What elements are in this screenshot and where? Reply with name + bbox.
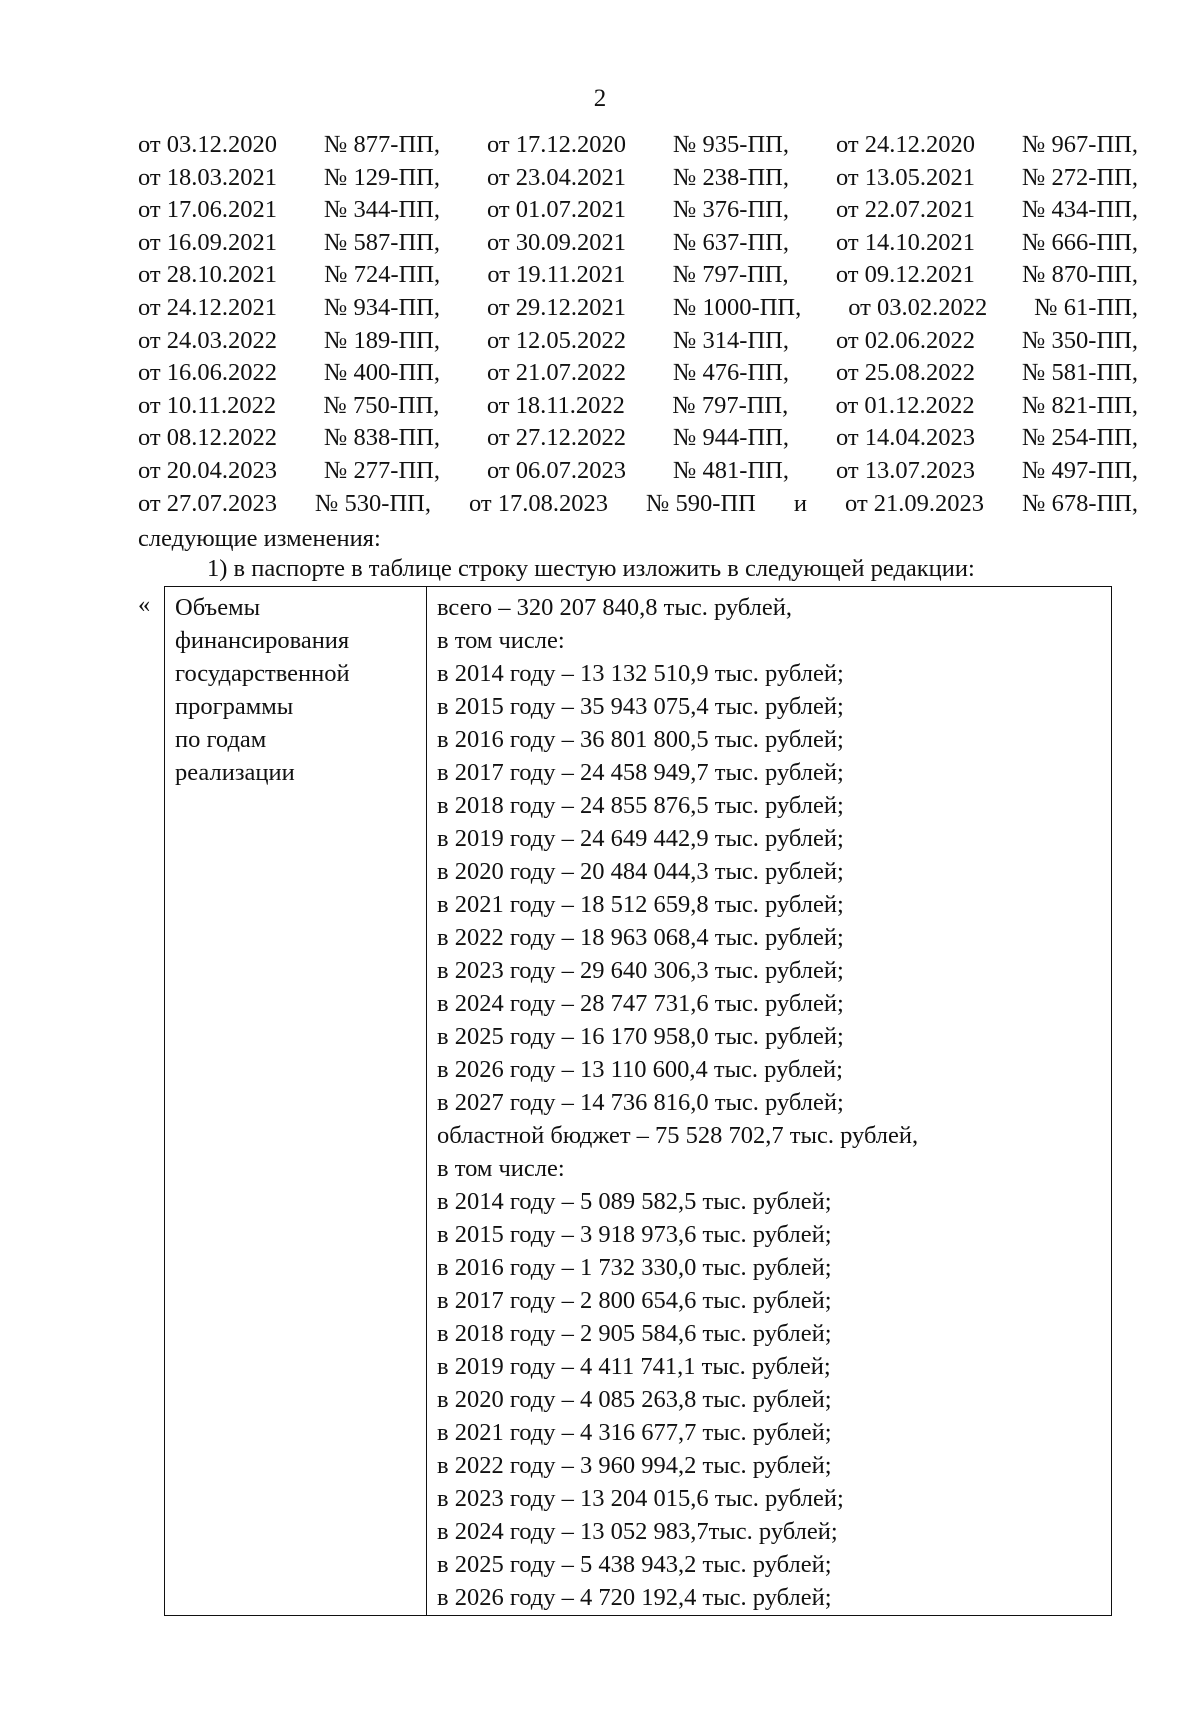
funding-line: в 2023 году – 13 204 015,6 тыс. рублей; xyxy=(437,1485,844,1512)
ref-date: от 18.11.2022 xyxy=(486,391,625,419)
reference-line xyxy=(138,325,1138,358)
resolution-references xyxy=(138,129,1138,520)
ref-date: от 25.08.2022 xyxy=(836,359,976,387)
ref-number: № 666-ПП, xyxy=(1022,228,1138,256)
ref-number: № 497-ПП, xyxy=(1022,456,1138,484)
reference-line xyxy=(138,422,1138,455)
ref-number: № 254-ПП, xyxy=(1022,424,1138,452)
funding-line: в 2018 году – 2 905 584,6 тыс. рублей; xyxy=(437,1320,832,1347)
reference-line xyxy=(138,488,1138,521)
funding-line: в 2016 году – 36 801 800,5 тыс. рублей; xyxy=(437,726,844,753)
ref-number: № 750-ПП, xyxy=(323,391,440,419)
ref-date: от 23.04.2021 xyxy=(487,163,627,191)
ref-date: от 16.06.2022 xyxy=(138,359,278,387)
funding-line: в 2020 году – 4 085 263,8 тыс. рублей; xyxy=(437,1386,832,1413)
funding-line: в 2022 году – 18 963 068,4 тыс. рублей; xyxy=(437,924,844,951)
ref-date: от 10.11.2022 xyxy=(138,391,277,419)
funding-line: в 2021 году – 18 512 659,8 тыс. рублей; xyxy=(437,891,844,918)
funding-line: в 2026 году – 4 720 192,4 тыс. рублей; xyxy=(437,1584,832,1611)
reference-line xyxy=(138,259,1138,292)
passport-table-row xyxy=(164,586,1112,1616)
funding-line: в 2021 году – 4 316 677,7 тыс. рублей; xyxy=(437,1419,832,1446)
reference-line xyxy=(138,194,1138,227)
ref-number: № 838-ПП, xyxy=(324,424,440,452)
ref-date: от 28.10.2021 xyxy=(138,261,278,289)
funding-line: в 2025 году – 5 438 943,2 тыс. рублей; xyxy=(437,1551,832,1578)
ref-date: от 24.12.2021 xyxy=(138,293,278,321)
reference-line xyxy=(138,162,1138,195)
ref-number: № 350-ПП, xyxy=(1022,326,1138,354)
ref-number: № 476-ПП, xyxy=(673,359,789,387)
ref-number: № 724-ПП, xyxy=(324,261,441,289)
reference-line xyxy=(138,129,1138,162)
ref-conjunction: и xyxy=(793,489,807,517)
ref-date: от 01.12.2022 xyxy=(835,391,975,419)
label-line: государственной xyxy=(175,660,350,687)
column-divider xyxy=(426,587,427,1615)
ref-date: от 17.12.2020 xyxy=(487,131,627,158)
ref-date: от 14.04.2023 xyxy=(836,424,976,452)
ref-date: от 13.07.2023 xyxy=(836,456,976,484)
funding-line: в 2017 году – 24 458 949,7 тыс. рублей; xyxy=(437,759,844,786)
closing-line: следующие изменения: xyxy=(138,525,381,552)
ref-date: от 19.11.2021 xyxy=(487,261,626,289)
ref-number: № 587-ПП, xyxy=(324,228,440,256)
ref-date: от 16.09.2021 xyxy=(138,228,278,256)
ref-number: № 944-ПП, xyxy=(673,424,789,452)
ref-number: № 935-ПП, xyxy=(673,131,789,158)
ref-number: № 870-ПП, xyxy=(1022,261,1138,289)
ref-number: № 590-ПП xyxy=(646,489,756,517)
funding-line: в 2015 году – 35 943 075,4 тыс. рублей; xyxy=(437,693,844,720)
ref-number: № 189-ПП, xyxy=(324,326,440,354)
funding-label-cell xyxy=(175,591,420,789)
ref-date: от 24.12.2020 xyxy=(836,131,976,158)
ref-number: № 821-ПП, xyxy=(1022,391,1138,419)
ref-date: от 01.07.2021 xyxy=(487,196,627,224)
ref-date: от 17.08.2023 xyxy=(469,489,609,517)
ref-number: № 481-ПП, xyxy=(673,456,789,484)
reference-line xyxy=(138,292,1138,325)
funding-line: в 2023 году – 29 640 306,3 тыс. рублей; xyxy=(437,957,844,984)
ref-number: № 934-ПП, xyxy=(324,293,440,321)
ref-number: № 129-ПП, xyxy=(324,163,440,191)
ref-number: № 277-ПП, xyxy=(324,456,440,484)
label-line: программы xyxy=(175,693,294,720)
ref-date: от 30.09.2021 xyxy=(487,228,627,256)
funding-line: в 2027 году – 14 736 816,0 тыс. рублей; xyxy=(437,1089,844,1116)
ref-date: от 27.12.2022 xyxy=(487,424,627,452)
funding-line: в 2019 году – 4 411 741,1 тыс. рублей; xyxy=(437,1353,831,1380)
ref-number: № 797-ПП, xyxy=(672,261,789,289)
funding-line: в 2016 году – 1 732 330,0 тыс. рублей; xyxy=(437,1254,832,1281)
ref-date: от 22.07.2021 xyxy=(836,196,976,224)
funding-line: в 2014 году – 13 132 510,9 тыс. рублей; xyxy=(437,660,844,687)
funding-line: в 2020 году – 20 484 044,3 тыс. рублей; xyxy=(437,858,844,885)
funding-values-cell xyxy=(437,591,1097,1614)
ref-number: № 314-ПП, xyxy=(673,326,789,354)
ref-date: от 20.04.2023 xyxy=(138,456,278,484)
label-line: реализации xyxy=(175,759,295,786)
ref-date: от 18.03.2021 xyxy=(138,163,278,191)
funding-line: в 2017 году – 2 800 654,6 тыс. рублей; xyxy=(437,1287,832,1314)
funding-line: в том числе: xyxy=(437,627,565,654)
funding-line: в 2014 году – 5 089 582,5 тыс. рублей; xyxy=(437,1188,832,1215)
page-number: 2 xyxy=(593,85,607,112)
funding-line: в 2019 году – 24 649 442,9 тыс. рублей; xyxy=(437,825,844,852)
ref-number: № 797-ПП, xyxy=(672,391,789,419)
ref-date: от 06.07.2023 xyxy=(487,456,627,484)
label-line: по годам xyxy=(175,726,267,753)
reference-line xyxy=(138,357,1138,390)
ref-number: № 1000-ПП, xyxy=(673,293,802,321)
ref-date: от 21.09.2023 xyxy=(845,489,985,517)
ref-number: № 581-ПП, xyxy=(1022,359,1138,387)
ref-number: № 344-ПП, xyxy=(324,196,440,224)
regional-budget-total: областной бюджет – 75 528 702,7 тыс. рублей, xyxy=(437,1122,919,1149)
ref-date: от 24.03.2022 xyxy=(138,326,278,354)
reference-line xyxy=(138,455,1138,488)
ref-number: № 400-ПП, xyxy=(324,359,440,387)
ref-number: № 238-ПП, xyxy=(673,163,789,191)
ref-date: от 03.12.2020 xyxy=(138,131,278,158)
label-line: финансирования xyxy=(175,627,350,654)
ref-date: от 02.06.2022 xyxy=(836,326,976,354)
ref-date: от 27.07.2023 xyxy=(138,489,278,517)
funding-line: в 2018 году – 24 855 876,5 тыс. рублей; xyxy=(437,792,844,819)
item-1-text: 1) в паспорте в таблице строку шестую изложить в следующей редакции: xyxy=(207,555,975,582)
funding-line: в 2024 году – 13 052 983,7тыс. рублей; xyxy=(437,1518,838,1545)
ref-number: № 877-ПП, xyxy=(324,131,440,158)
ref-number: № 678-ПП, xyxy=(1022,489,1138,517)
ref-date: от 08.12.2022 xyxy=(138,424,278,452)
reference-line xyxy=(138,227,1138,260)
funding-line: в 2025 году – 16 170 958,0 тыс. рублей; xyxy=(437,1023,844,1050)
label-line: Объемы xyxy=(175,594,261,621)
funding-total: всего – 320 207 840,8 тыс. рублей, xyxy=(437,594,792,621)
ref-number: № 376-ПП, xyxy=(673,196,789,224)
ref-number: № 637-ПП, xyxy=(673,228,789,256)
funding-line: в 2024 году – 28 747 731,6 тыс. рублей; xyxy=(437,990,844,1017)
ref-date: от 09.12.2021 xyxy=(835,261,975,289)
ref-date: от 13.05.2021 xyxy=(836,163,976,191)
ref-number: № 530-ПП, xyxy=(315,489,431,517)
ref-date: от 03.02.2022 xyxy=(848,293,988,321)
ref-number: № 272-ПП, xyxy=(1022,163,1138,191)
funding-line: в 2022 году – 3 960 994,2 тыс. рублей; xyxy=(437,1452,832,1479)
ref-date: от 14.10.2021 xyxy=(836,228,976,256)
open-quote: « xyxy=(138,591,151,618)
reference-line xyxy=(138,390,1138,423)
funding-line: в 2015 году – 3 918 973,6 тыс. рублей; xyxy=(437,1221,832,1248)
ref-date: от 29.12.2021 xyxy=(487,293,627,321)
ref-date: от 12.05.2022 xyxy=(487,326,627,354)
ref-date: от 21.07.2022 xyxy=(487,359,627,387)
ref-number: № 434-ПП, xyxy=(1022,196,1138,224)
funding-line: в 2026 году – 13 110 600,4 тыс. рублей; xyxy=(437,1056,843,1083)
ref-number: № 967-ПП, xyxy=(1022,131,1138,158)
ref-number: № 61-ПП, xyxy=(1034,293,1138,321)
ref-date: от 17.06.2021 xyxy=(138,196,278,224)
funding-line: в том числе: xyxy=(437,1155,565,1182)
